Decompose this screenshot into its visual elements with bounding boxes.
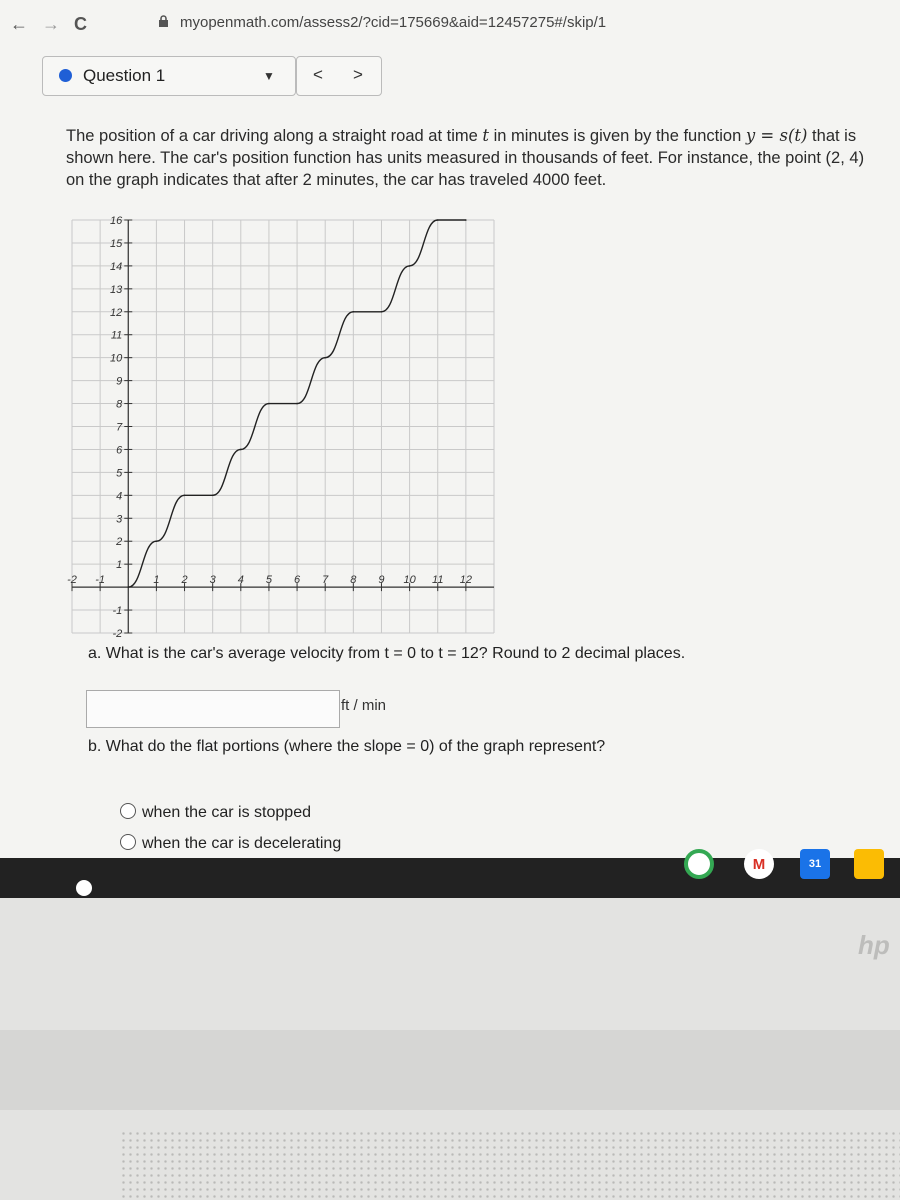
calendar-icon[interactable]: 31 bbox=[800, 849, 830, 879]
option-decelerating[interactable] bbox=[120, 834, 341, 853]
prompt-text-4: on the graph indicates that after 2 minutes, the car has traveled 4000 feet. bbox=[66, 171, 607, 189]
prompt-var-t: t bbox=[482, 126, 490, 145]
data-point bbox=[156, 540, 158, 542]
chevron-down-icon[interactable]: ▼ bbox=[263, 69, 275, 83]
option-stopped[interactable] bbox=[120, 803, 311, 822]
prompt-text-1: The position of a car driving along a straight road at time bbox=[66, 127, 483, 145]
data-point bbox=[381, 311, 383, 313]
back-button[interactable]: ← bbox=[10, 14, 28, 34]
y-tick-label: 5 bbox=[116, 467, 123, 480]
data-point bbox=[184, 495, 186, 497]
y-tick-label: -2 bbox=[112, 628, 123, 639]
part-a-question: a. What is the car's average velocity from t = 0 to t = 12? Round to 2 decimal places. bbox=[88, 645, 686, 662]
prompt-function: y = s(t) bbox=[745, 126, 808, 145]
question-label: Question 1 bbox=[83, 66, 166, 85]
unit-label: ft / min bbox=[341, 697, 387, 714]
y-tick-label: 2 bbox=[116, 536, 123, 549]
data-point bbox=[409, 265, 411, 267]
prompt-text-3: that is shown here. The car's position function has units measured in thousands of feet. For instance, the point bbox=[66, 127, 857, 167]
browser-toolbar bbox=[0, 0, 900, 46]
question-selector[interactable] bbox=[42, 56, 296, 96]
x-tick-label: 7 bbox=[322, 574, 329, 587]
y-tick-label: 8 bbox=[116, 398, 123, 411]
address-bar[interactable]: myopenmath.com/assess2/?cid=175669&aid=12457275#/skip/1 bbox=[180, 14, 607, 31]
x-tick-label: 10 bbox=[403, 574, 416, 587]
y-tick-label: 7 bbox=[116, 421, 123, 434]
y-tick-label: 11 bbox=[110, 329, 123, 342]
y-tick-label: 13 bbox=[110, 283, 123, 296]
data-point bbox=[437, 219, 439, 221]
status-dot-icon bbox=[59, 69, 72, 82]
x-tick-label: 12 bbox=[459, 574, 472, 587]
x-tick-label: 1 bbox=[153, 574, 160, 587]
chrome-icon[interactable] bbox=[684, 849, 714, 879]
y-tick-label: 4 bbox=[116, 490, 123, 503]
y-tick-label: 15 bbox=[110, 237, 123, 250]
option-label: when the car is decelerating bbox=[142, 835, 342, 852]
option-label: when the car is stopped bbox=[142, 804, 311, 821]
velocity-answer-input[interactable] bbox=[86, 690, 340, 728]
data-point bbox=[268, 403, 270, 405]
x-tick-label: 6 bbox=[294, 574, 301, 587]
y-tick-label: 6 bbox=[116, 444, 123, 457]
data-point bbox=[127, 586, 129, 588]
data-point bbox=[465, 219, 467, 221]
x-tick-label: 8 bbox=[350, 574, 357, 587]
next-question-button[interactable]: > bbox=[353, 65, 363, 84]
y-tick-label: 16 bbox=[110, 215, 123, 227]
question-pager bbox=[296, 56, 382, 96]
prompt-text-2: in minutes is given by the function bbox=[489, 127, 746, 145]
x-tick-label: 11 bbox=[432, 574, 444, 587]
data-point bbox=[240, 449, 242, 451]
lock-icon bbox=[158, 15, 169, 28]
data-point bbox=[296, 403, 298, 405]
data-point bbox=[212, 495, 214, 497]
launcher-icon[interactable] bbox=[76, 880, 92, 896]
radio-button[interactable] bbox=[120, 803, 136, 819]
x-tick-label: -1 bbox=[95, 574, 106, 587]
prev-question-button[interactable]: < bbox=[313, 65, 323, 84]
question-prompt bbox=[66, 125, 886, 191]
hp-logo: hp bbox=[858, 930, 890, 960]
speaker-grille bbox=[120, 1130, 900, 1200]
data-point bbox=[324, 357, 326, 359]
x-tick-label: 2 bbox=[181, 574, 188, 587]
x-tick-label: 3 bbox=[209, 574, 216, 587]
x-tick-label: 4 bbox=[237, 574, 244, 587]
x-tick-label: -2 bbox=[67, 574, 77, 587]
reload-button[interactable]: C bbox=[74, 14, 87, 34]
forward-button[interactable]: → bbox=[42, 14, 60, 34]
classroom-icon[interactable] bbox=[854, 849, 884, 879]
radio-button[interactable] bbox=[120, 834, 136, 850]
data-point bbox=[353, 311, 355, 313]
y-tick-label: 10 bbox=[110, 352, 123, 365]
part-b-question: b. What do the flat portions (where the slope = 0) of the graph represent? bbox=[88, 738, 606, 755]
y-tick-label: -1 bbox=[112, 605, 123, 618]
y-tick-label: 9 bbox=[116, 375, 123, 388]
x-tick-label: 9 bbox=[378, 574, 385, 587]
x-tick-label: 5 bbox=[265, 574, 272, 587]
prompt-point: (2, 4) bbox=[825, 149, 865, 167]
y-tick-label: 14 bbox=[110, 260, 123, 273]
y-tick-label: 3 bbox=[116, 513, 123, 526]
y-tick-label: 12 bbox=[110, 306, 123, 319]
laptop-hinge bbox=[0, 1030, 900, 1110]
y-tick-label: 1 bbox=[116, 559, 123, 572]
gmail-icon[interactable]: M bbox=[744, 849, 774, 879]
position-graph bbox=[64, 214, 514, 639]
